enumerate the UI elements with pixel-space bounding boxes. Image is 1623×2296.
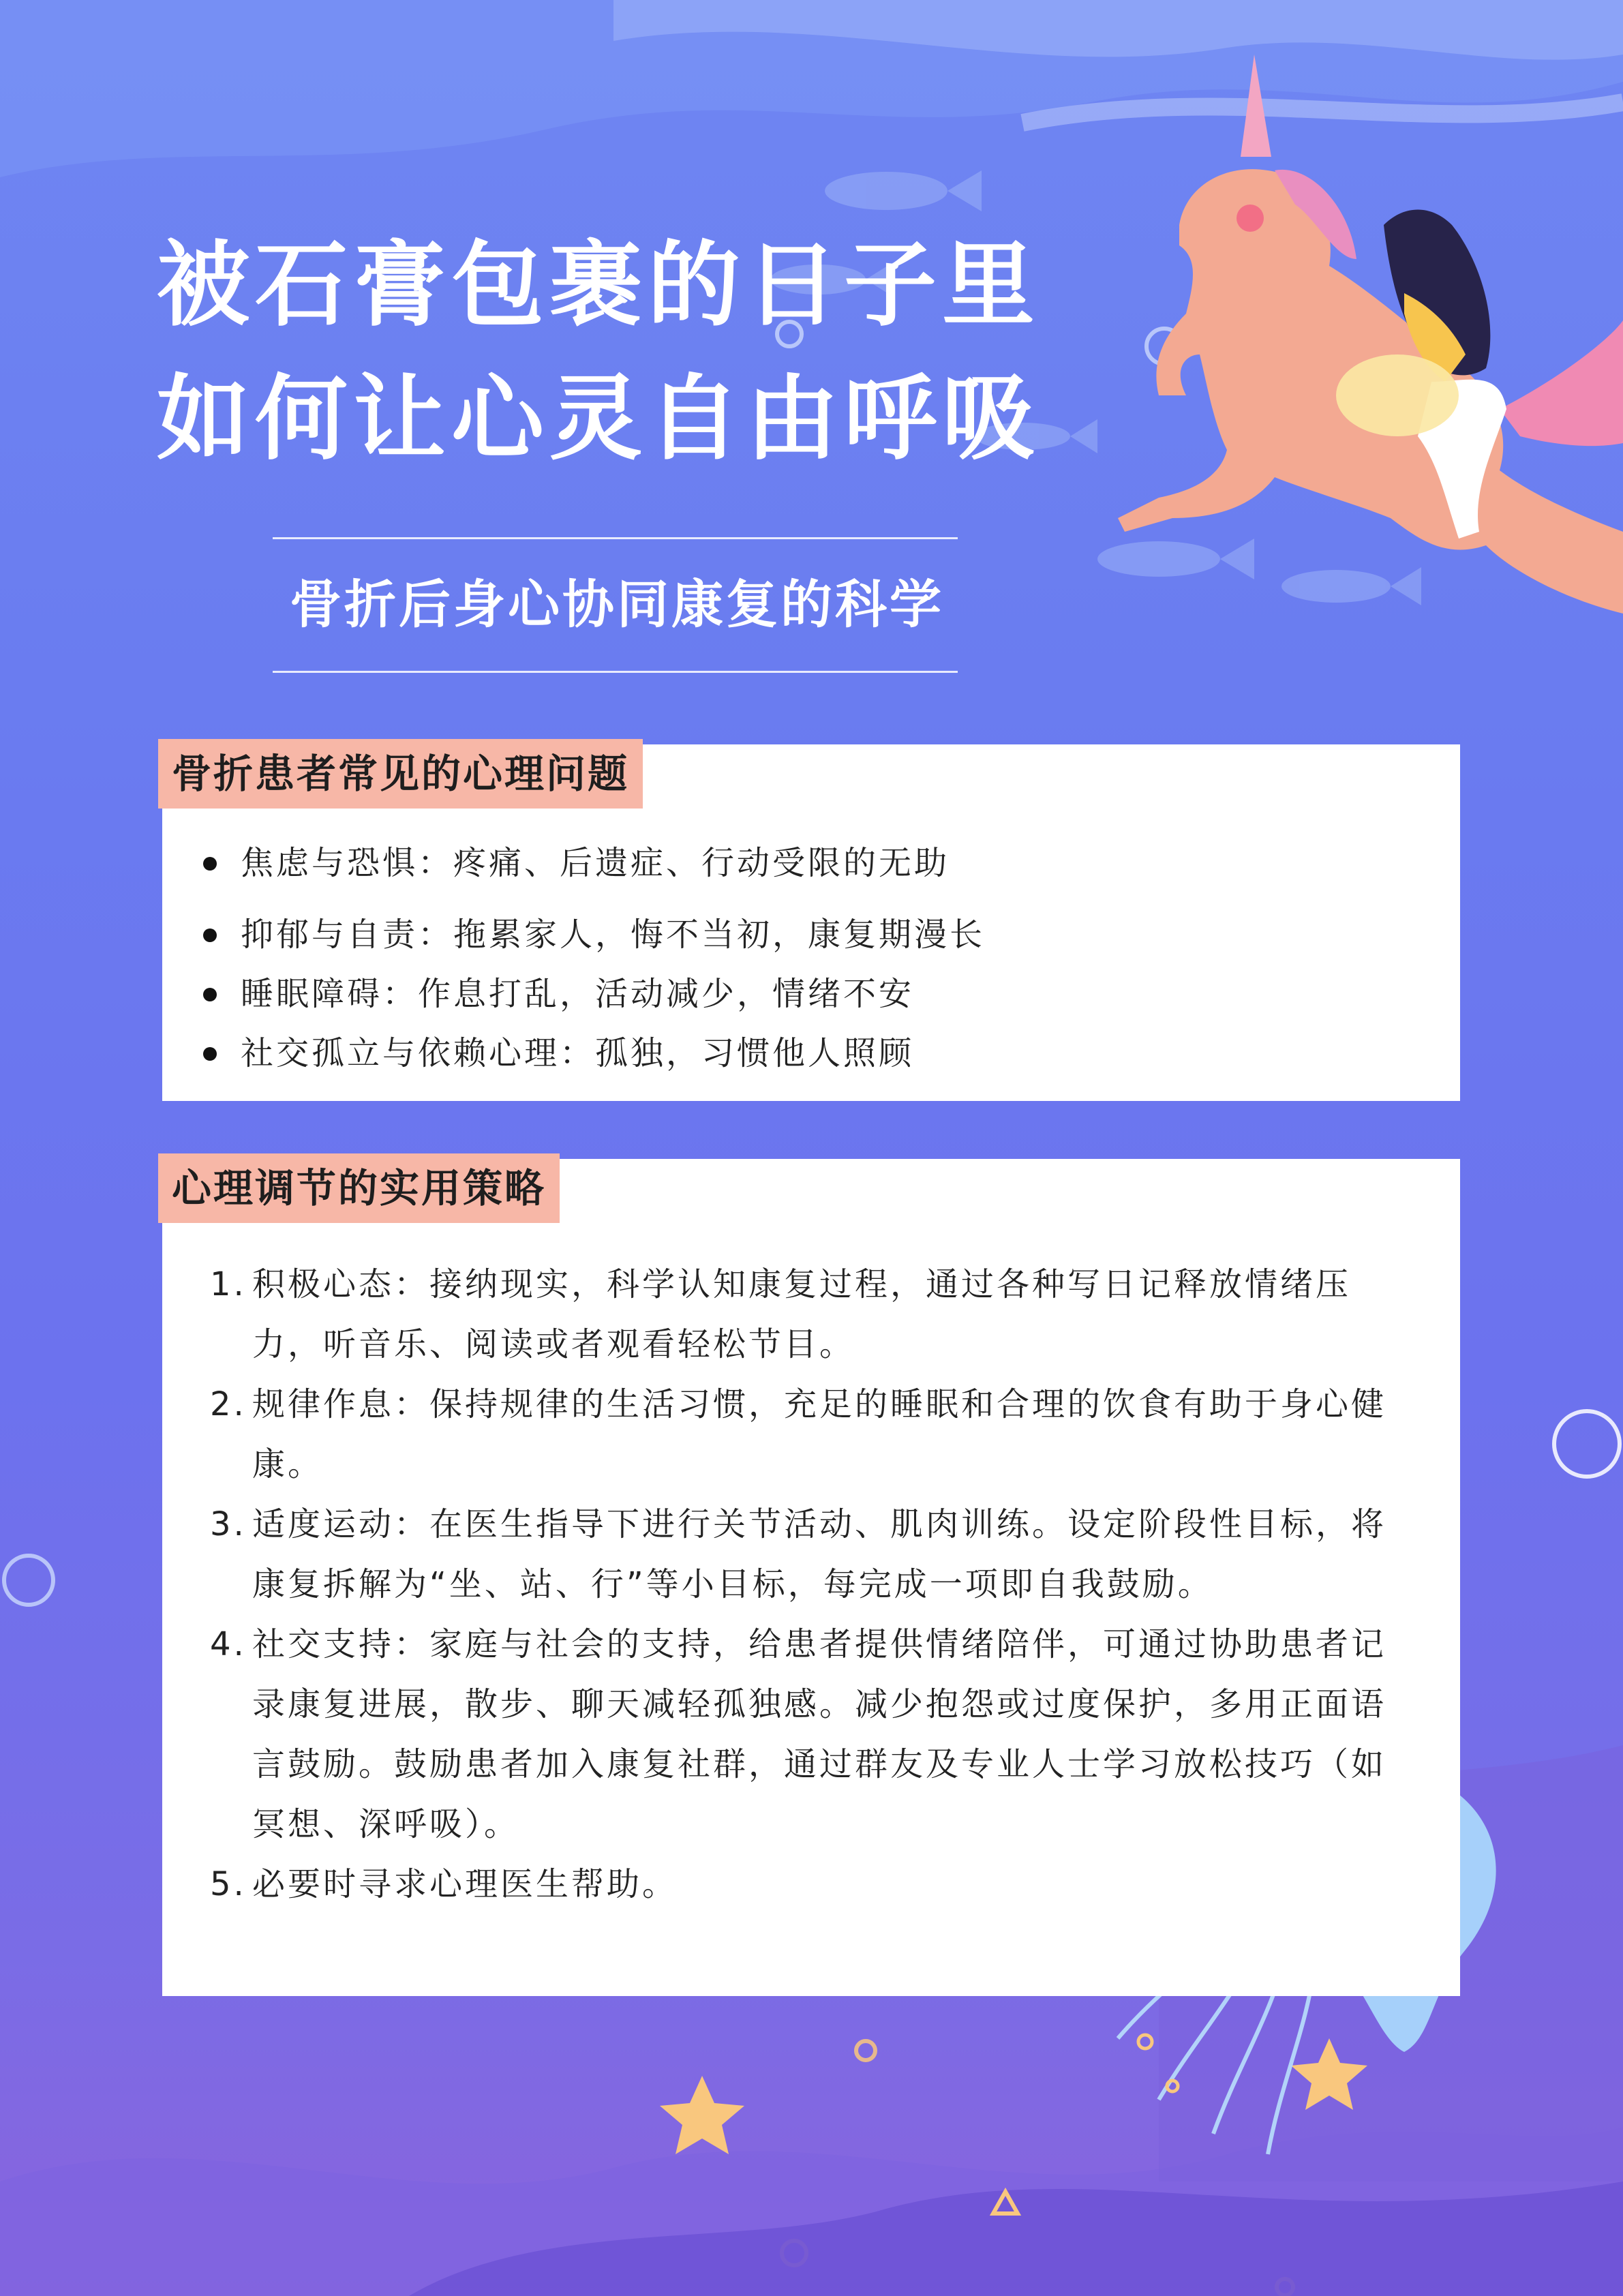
list-item: 睡眠障碍：作息打乱，活动减少，情绪不安 xyxy=(203,967,914,1014)
section-strategies xyxy=(162,1159,1460,1996)
section-label: 骨折患者常见的心理问题 xyxy=(158,739,643,809)
section-psych-problems xyxy=(162,744,1460,1101)
list-item: 3. 适度运动：在医生指导下进行关节活动、肌肉训练。设定阶段性目标，将康复拆解为“坐、站、行”等小目标，每完成一项即自我鼓励。 xyxy=(210,1505,1387,1603)
top-wave-streak xyxy=(1022,102,1623,123)
list-item: 2. 规律作息：保持规律的生活习惯，充足的睡眠和合理的饮食有助于身心健康。 xyxy=(210,1385,1387,1483)
bullet-dot-icon xyxy=(203,857,217,871)
section-label: 心理调节的实用策略 xyxy=(158,1153,560,1223)
subtitle: 骨折后身心协同康复的科学 xyxy=(290,574,944,635)
list-item: 4. 社交支持：家庭与社会的支持，给患者提供情绪陪伴，可通过协助患者记录康复进展，散步、聊天减轻孤独感。减少抱怨或过度保护，多用正面语言鼓励。鼓励患者加入康复社群，通过群友及专业人士学习放松技巧（如冥想、深呼吸）。 xyxy=(210,1625,1387,1843)
bullet-dot-icon xyxy=(203,1047,217,1061)
divider-bottom xyxy=(273,671,958,673)
title-line-1: 被石膏包裹的日子里 xyxy=(157,230,1040,339)
list-item: 1. 积极心态：接纳现实，科学认知康复过程，通过各种写日记释放情绪压力，听音乐、阅读或者观看轻松节目。 xyxy=(210,1265,1352,1363)
strategies-list xyxy=(210,1254,1410,1914)
bullet-dot-icon xyxy=(203,928,217,942)
list-item: 社交孤立与依赖心理：孤独，习惯他人照顾 xyxy=(203,1027,914,1074)
list-item: 焦虑与恐惧：疼痛、后遗症、行动受限的无助 xyxy=(203,836,950,883)
list-item: 5. 必要时寻求心理医生帮助。 xyxy=(210,1865,678,1903)
bullet-dot-icon xyxy=(203,988,217,1001)
title-line-2: 如何让心灵自由呼吸 xyxy=(157,364,1040,473)
divider-top xyxy=(273,537,958,539)
unicorn-rider-illustration xyxy=(1118,55,1623,614)
page-title xyxy=(157,218,1179,485)
list-item: 抑郁与自责：拖累家人，悔不当初，康复期漫长 xyxy=(203,908,985,955)
